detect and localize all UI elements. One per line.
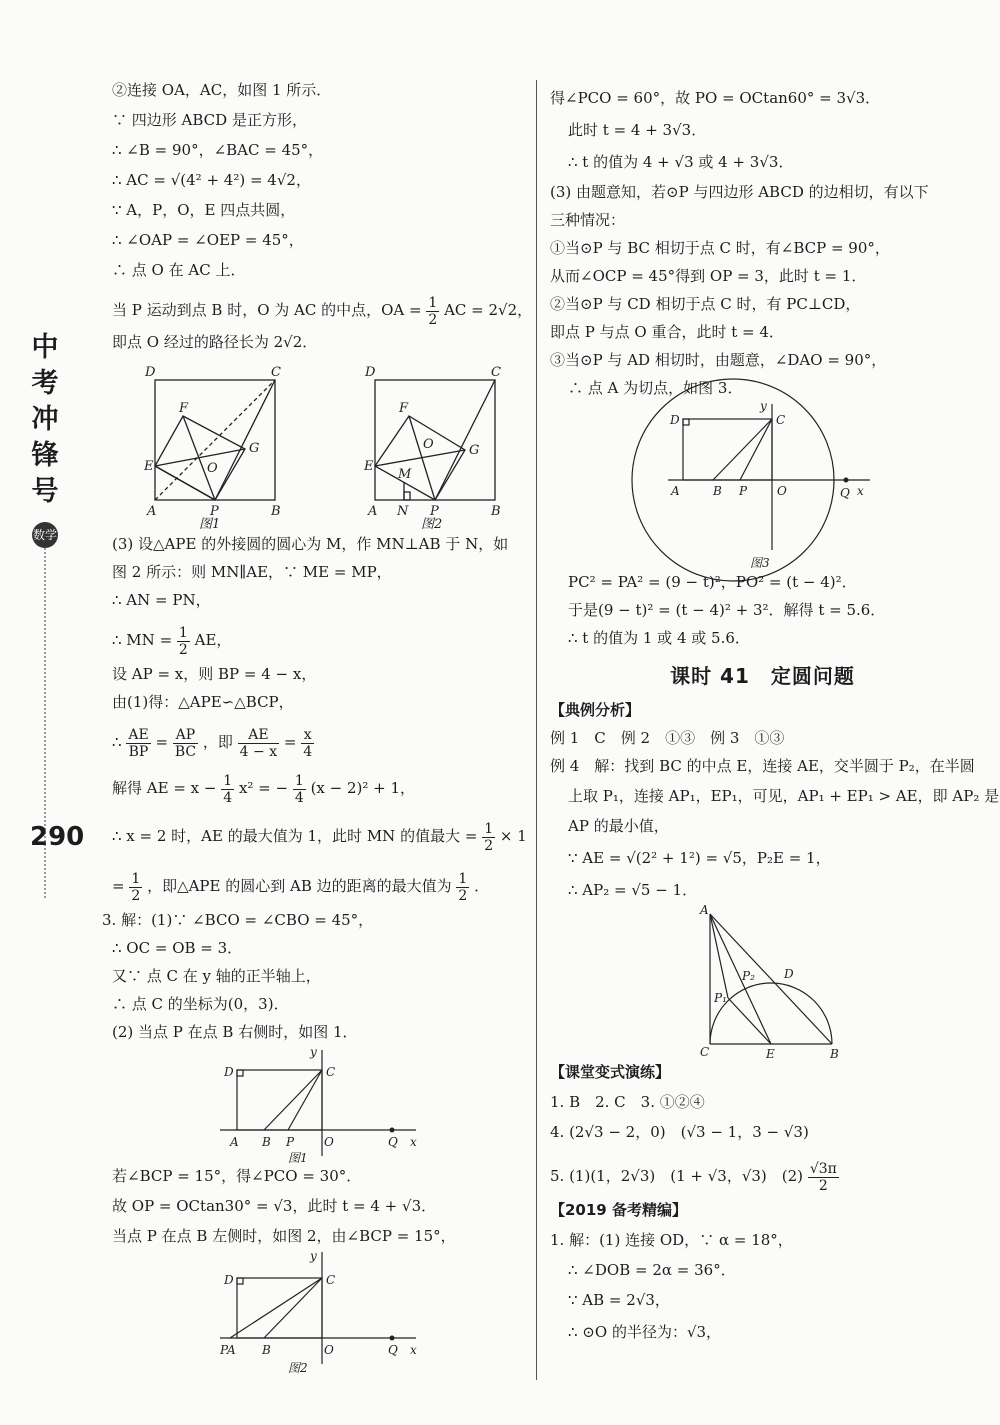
svg-text:B: B (262, 1343, 271, 1357)
svg-text:C: C (700, 1045, 710, 1059)
text-line: 1. 解：(1) 连接 OD，∵ α = 18°， (550, 1231, 793, 1249)
text-line: ∴ 点 A 为切点，如图 3． (568, 379, 743, 397)
svg-text:D: D (784, 967, 794, 981)
text-line: 1. B 2. C 3. ①②④ (550, 1093, 705, 1111)
text-line: ∴ t 的值为 1 或 4 或 5.6． (568, 629, 750, 647)
svg-text:B: B (271, 504, 281, 519)
text-line: 此时 t = 4 + 3√3． (568, 121, 707, 139)
svg-text:x: x (410, 1343, 417, 1357)
text-line: PC² = PA² = (9 − t)²，PO² = (t − 4)²． (568, 573, 857, 591)
svg-text:O: O (324, 1343, 334, 1357)
text-line: 3. 解：(1)∵ ∠BCO = ∠CBO = 45°， (102, 911, 374, 929)
svg-text:图2: 图2 (288, 1361, 308, 1375)
text-line: ∴ 点 C 的坐标为(0，3)． (112, 995, 289, 1013)
svg-text:B: B (830, 1047, 839, 1061)
fraction: $\frac{1}{2}$ (428, 294, 438, 328)
text-line: ∴ ∠B = 90°，∠BAC = 45°， (112, 141, 324, 159)
svg-text:A: A (147, 504, 157, 519)
fraction: $\frac{1}{2}$ (484, 820, 494, 854)
text-line: = $\frac{1}{2}$ ，即△APE 的圆心到 AB 边的距离的最大值为 $\frac{1}{2}$ ． (112, 870, 490, 904)
svg-text:F: F (179, 401, 189, 416)
text-line: AP 的最小值， (568, 817, 669, 835)
svg-text:C: C (776, 413, 786, 427)
text-line: 又∵ 点 C 在 y 轴的正半轴上， (112, 967, 321, 985)
text-line: 得∠PCO = 60°，故 PO = OCtan60° = 3√3． (550, 89, 881, 107)
text-line: 例 4 解：找到 BC 的中点 E，连接 AE，交半圆于 P₂，在半圆 (550, 757, 975, 775)
square-figures (37, 362, 501, 532)
text-line: ②连接 OA，AC，如图 1 所示． (112, 81, 332, 99)
svg-text:E: E (766, 1047, 775, 1061)
text-line: 从而∠OCP = 45°得到 OP = 3，此时 t = 1． (550, 267, 867, 285)
right-column (550, 88, 1000, 1350)
svg-text:图1: 图1 (288, 1151, 308, 1165)
text-line: 当点 P 在点 B 左侧时，如图 2，由∠BCP = 15°， (112, 1227, 456, 1245)
svg-text:G: G (249, 441, 260, 456)
svg-text:y: y (760, 399, 767, 413)
column-divider (536, 80, 537, 1380)
text-line: ∴ 点 O 在 AC 上． (112, 261, 246, 279)
svg-text:P₁: P₁ (714, 991, 727, 1005)
text-line: 设 AP = x，则 BP = 4 − x， (112, 665, 317, 683)
svg-text:O: O (324, 1135, 334, 1149)
series-title: 中 考 冲 锋 号 (31, 332, 59, 507)
lesson-title: 课时 41 定圆问题 (670, 664, 855, 688)
svg-text:D: D (670, 413, 680, 427)
fraction: $\frac{AP}{BC}$ (174, 726, 197, 760)
svg-text:图1: 图1 (199, 517, 221, 532)
svg-text:y: y (310, 1249, 317, 1263)
svg-text:D: D (224, 1273, 234, 1287)
text-line: 当 P 运动到点 B 时，O 为 AC 的中点，OA = $\frac{1}{2}$ AC = 2√2， (112, 294, 533, 328)
fraction: $\frac{1}{4}$ (223, 772, 233, 806)
svg-text:B: B (262, 1135, 271, 1149)
svg-text:N: N (397, 504, 409, 519)
text-line: ∴ AN = PN， (112, 591, 211, 609)
text-line: ∴ ∠DOB = 2α = 36°． (568, 1261, 736, 1279)
svg-text:F: F (399, 401, 409, 416)
svg-text:O: O (777, 484, 787, 498)
svg-text:A: A (700, 903, 709, 917)
svg-text:G: G (469, 443, 480, 458)
text-line: ∴ AP₂ = √5 − 1． (568, 881, 698, 899)
text-line: ①当⊙P 与 BC 相切于点 C 时，有∠BCP = 90°， (550, 239, 890, 257)
text-line: ∵ A，P，O，E 四点共圆， (112, 201, 296, 219)
svg-text:P: P (210, 504, 219, 519)
text-line: 故 OP = OCtan30° = √3，此时 t = 4 + √3． (112, 1197, 437, 1215)
svg-text:C: C (326, 1273, 336, 1287)
svg-text:图2: 图2 (421, 517, 443, 532)
coord-figure-1 (112, 1046, 524, 1166)
svg-text:B: B (713, 484, 722, 498)
section-heading: 【2019 备考精编】 (550, 1201, 687, 1219)
text-line: ∴ t 的值为 4 + √3 或 4 + 3√3． (568, 153, 794, 171)
svg-text:Q: Q (388, 1135, 398, 1149)
svg-text:C: C (271, 365, 281, 380)
text-line: 由(1)得：△APE∽△BCP， (112, 693, 294, 711)
fraction: $\frac{1}{2}$ (458, 870, 468, 904)
text-line: (2) 当点 P 在点 B 右侧时，如图 1． (112, 1023, 358, 1041)
text-line: 上取 P₁，连接 AP₁，EP₁，可见，AP₁ + EP₁ > AE，即 AP₂ 是 (568, 787, 1000, 805)
text-line: 若∠BCP = 15°，得∠PCO = 30°． (112, 1167, 362, 1185)
svg-text:A: A (230, 1135, 239, 1149)
fraction: $\frac{1}{4}$ (294, 772, 304, 806)
svg-text:P₂: P₂ (742, 969, 755, 983)
svg-text:D: D (365, 365, 376, 380)
text-line: ∵ 四边形 ABCD 是正方形， (112, 111, 307, 129)
text-line: ∴ AC = √(4² + 4²) = 4√2， (112, 171, 311, 189)
section-heading: 【典例分析】 (550, 701, 641, 719)
text-line: 于是(9 − t)² = (t − 4)² + 3²．解得 t = 5.6． (568, 601, 886, 619)
svg-text:Q: Q (388, 1343, 398, 1357)
svg-text:PA: PA (220, 1343, 236, 1357)
text-line: ②当⊙P 与 CD 相切于点 C 时，有 PC⊥CD， (550, 295, 861, 313)
text-line: 即点 O 经过的路径长为 2√2． (112, 333, 318, 351)
fraction: $\frac{√3\pi}{2}$ (809, 1160, 837, 1194)
svg-text:O: O (207, 461, 218, 476)
svg-text:P: P (286, 1135, 295, 1149)
section-heading: 【课堂变式演练】 (550, 1063, 671, 1081)
text-line: 三种情况： (550, 211, 626, 229)
semicircle-figure (550, 898, 975, 1061)
svg-text:D: D (224, 1065, 234, 1079)
svg-text:P: P (430, 504, 439, 519)
subject-badge: 数学 (32, 522, 58, 548)
svg-text:M: M (398, 467, 412, 482)
svg-text:x: x (857, 484, 864, 498)
text-line: ③当⊙P 与 AD 相切时，由题意，∠DAO = 90°， (550, 351, 887, 369)
fraction: $\frac{AE}{4 - x}$ (239, 726, 278, 760)
text-line: ∴ $\frac{AE}{BP}$ = $\frac{AP}{BC}$ ，即 $\frac{AE}{4 - x}$ = $\frac{x}{4}$ (112, 726, 313, 760)
svg-text:B: B (491, 504, 501, 519)
page-number: 290 (30, 822, 85, 852)
left-column (102, 80, 533, 1376)
text-line: (3) 由题意知，若⊙P 与四边形 ABCD 的边相切，有以下 (550, 183, 929, 201)
fraction: $\frac{1}{2}$ (178, 624, 188, 658)
svg-text:E: E (364, 459, 374, 474)
text-line: 4. (2√3 − 2，0) (√3 − 1，3 − √3) (550, 1123, 809, 1141)
text-line: ∴ MN = $\frac{1}{2}$ AE， (112, 624, 232, 658)
coord-figure-2 (112, 1248, 524, 1376)
fraction: $\frac{AE}{BP}$ (128, 726, 149, 760)
svg-text:C: C (491, 365, 501, 380)
text-line: ∵ AE = √(2² + 1²) = √5，P₂E = 1， (568, 849, 831, 867)
text-line: ∵ AB = 2√3， (568, 1291, 670, 1309)
svg-text:Q: Q (840, 486, 850, 500)
text-line: ∴ OC = OB = 3． (112, 939, 243, 957)
svg-text:C: C (326, 1065, 336, 1079)
text-line: ∴ x = 2 时，AE 的最大值为 1，此时 MN 的值最大 = $\frac{1}{2}$ × 1 (112, 820, 527, 854)
svg-text:P: P (739, 484, 748, 498)
svg-text:E: E (144, 459, 154, 474)
fraction: $\frac{1}{2}$ (131, 870, 141, 904)
text-line: 解得 AE = x − $\frac{1}{4}$ x² = − $\frac{1}{4}$ (x − 2)² + 1， (112, 772, 416, 806)
circle-figure-3 (550, 400, 975, 572)
svg-text:x: x (410, 1135, 417, 1149)
svg-text:A: A (368, 504, 378, 519)
text-line: (3) 设△APE 的外接圆的圆心为 M，作 MN⊥AB 于 N，如 (112, 535, 509, 553)
svg-text:D: D (145, 365, 156, 380)
text-line: ∴ ⊙O 的半径为：√3， (568, 1323, 722, 1341)
text-line: 5. (1)(1，2√3) (1 + √3，√3) (2) $\frac{√3\pi}{2}$ (550, 1160, 837, 1194)
text-line: 即点 P 与点 O 重合，此时 t = 4． (550, 323, 784, 341)
text-line: 例 1 C 例 2 ①③ 例 3 ①③ (550, 729, 785, 747)
svg-text:y: y (310, 1045, 317, 1059)
svg-text:O: O (423, 437, 434, 452)
svg-text:图3: 图3 (750, 556, 770, 570)
svg-text:A: A (671, 484, 680, 498)
text-line: ∴ ∠OAP = ∠OEP = 45°， (112, 231, 304, 249)
text-line: 图 2 所示：则 MN∥AE，∵ ME = MP， (112, 563, 392, 581)
fraction: $\frac{x}{4}$ (303, 726, 313, 760)
